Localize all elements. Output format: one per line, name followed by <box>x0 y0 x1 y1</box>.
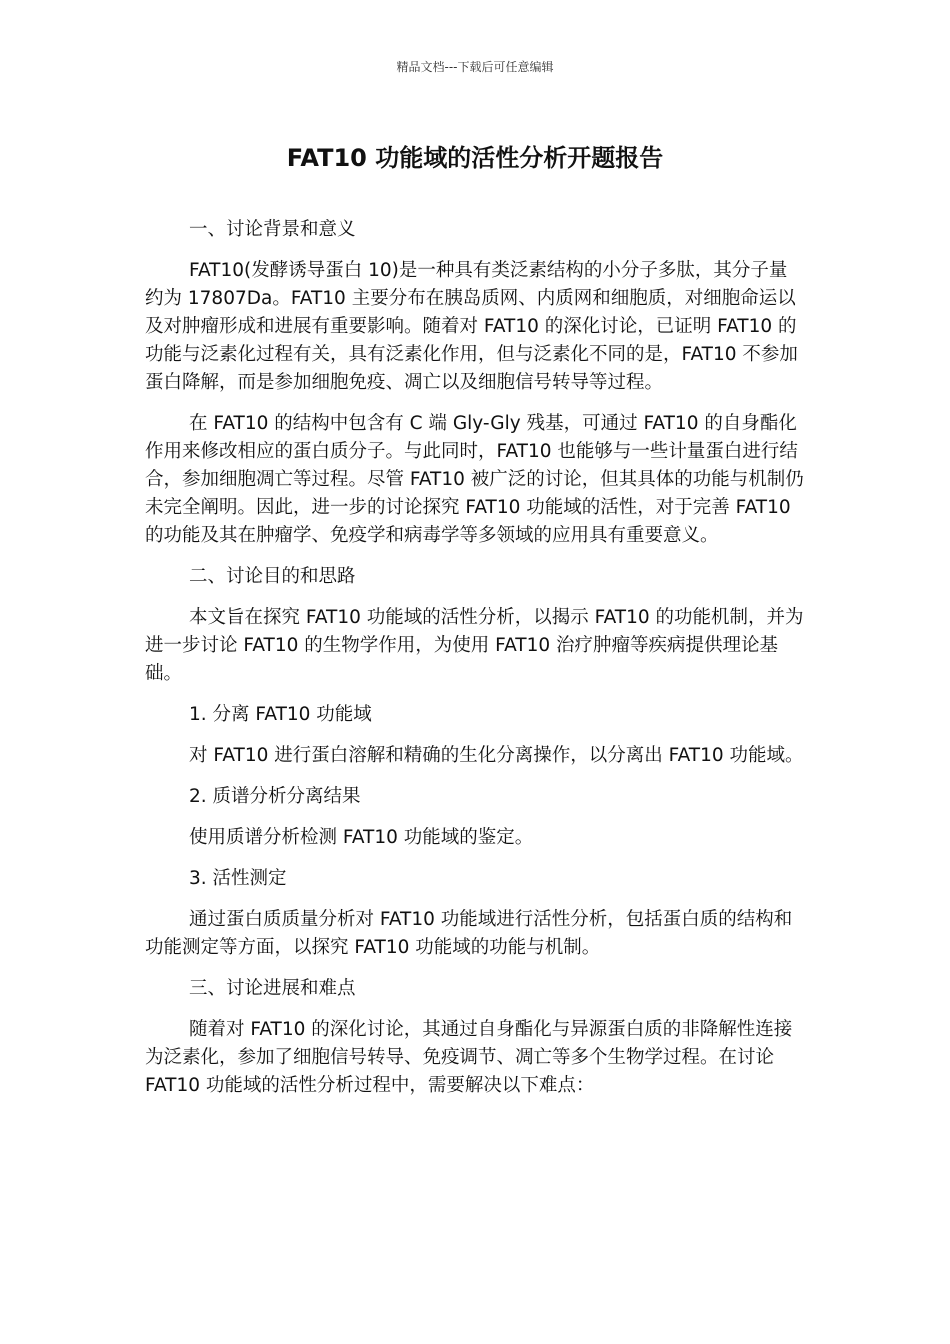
section-heading-progress: 三、讨论进展和难点 <box>189 978 356 999</box>
paragraph-purpose: 本文旨在探究 FAT10 功能域的活性分析，以揭示 FAT10 的功能机制，并为进一步讨论 FAT10 的生物学作用，为使用 FAT10 治疗肿瘤等疾病提供理论基础。 <box>145 607 804 684</box>
document-title: FAT10 功能域的活性分析开题报告 <box>286 144 664 172</box>
paragraph-mass-spec: 使用质谱分析检测 FAT10 功能域的鉴定。 <box>189 827 534 848</box>
section-heading-background: 一、讨论背景和意义 <box>189 219 356 240</box>
step-heading-separation: 1. 分离 FAT10 功能域 <box>189 704 372 725</box>
paragraph-progress: 随着对 FAT10 的深化讨论，其通过自身酯化与异源蛋白质的非降解性连接为泛素化，参加了细胞信号转导、免疫调节、凋亡等多个生物学过程。在讨论 FAT10 功能域的活性分析过程中，需要解决以下难点： <box>145 1019 793 1096</box>
paragraph-separation: 对 FAT10 进行蛋白溶解和精确的生化分离操作，以分离出 FAT10 功能域。 <box>189 745 804 766</box>
document-body <box>145 216 805 1113</box>
paragraph-fat10-structure: 在 FAT10 的结构中包含有 C 端 Gly-Gly 残基，可通过 FAT10 的自身酯化作用来修改相应的蛋白质分子。与此同时，FAT10 也能够与一些计量蛋白进行结合，参加细胞凋亡等过程。尽管 FAT10 被广泛的讨论，但其具体的功能与机制仍未完全阐明。因此，进一步的讨论探究 FAT10 功能域的活性，对于完善 FAT10 的功能及其在肿瘤学、免疫学和病毒学等多领域的应用具有重要意义。 <box>145 413 804 546</box>
step-heading-activity: 3. 活性测定 <box>189 868 287 889</box>
step-heading-mass-spec: 2. 质谱分析分离结果 <box>189 786 361 807</box>
paragraph-fat10-intro: FAT10(发酵诱导蛋白 10)是一种具有类泛素结构的小分子多肽，其分子量约为 17807Da。FAT10 主要分布在胰岛质网、内质网和细胞质，对细胞命运以及对肿瘤形成和进展有重要影响。随着对 FAT10 的深化讨论，已证明 FAT10 的功能与泛素化过程有关，具有泛素化作用，但与泛素化不同的是，FAT10 不参加蛋白降解，而是参加细胞免疫、凋亡以及细胞信号转导等过程。 <box>145 260 798 393</box>
section-heading-purpose: 二、讨论目的和思路 <box>189 566 356 587</box>
header-note: 精品文档---下载后可任意编辑 <box>396 60 554 74</box>
paragraph-activity: 通过蛋白质质量分析对 FAT10 功能域进行活性分析，包括蛋白质的结构和功能测定等方面，以探究 FAT10 功能域的功能与机制。 <box>145 909 793 958</box>
